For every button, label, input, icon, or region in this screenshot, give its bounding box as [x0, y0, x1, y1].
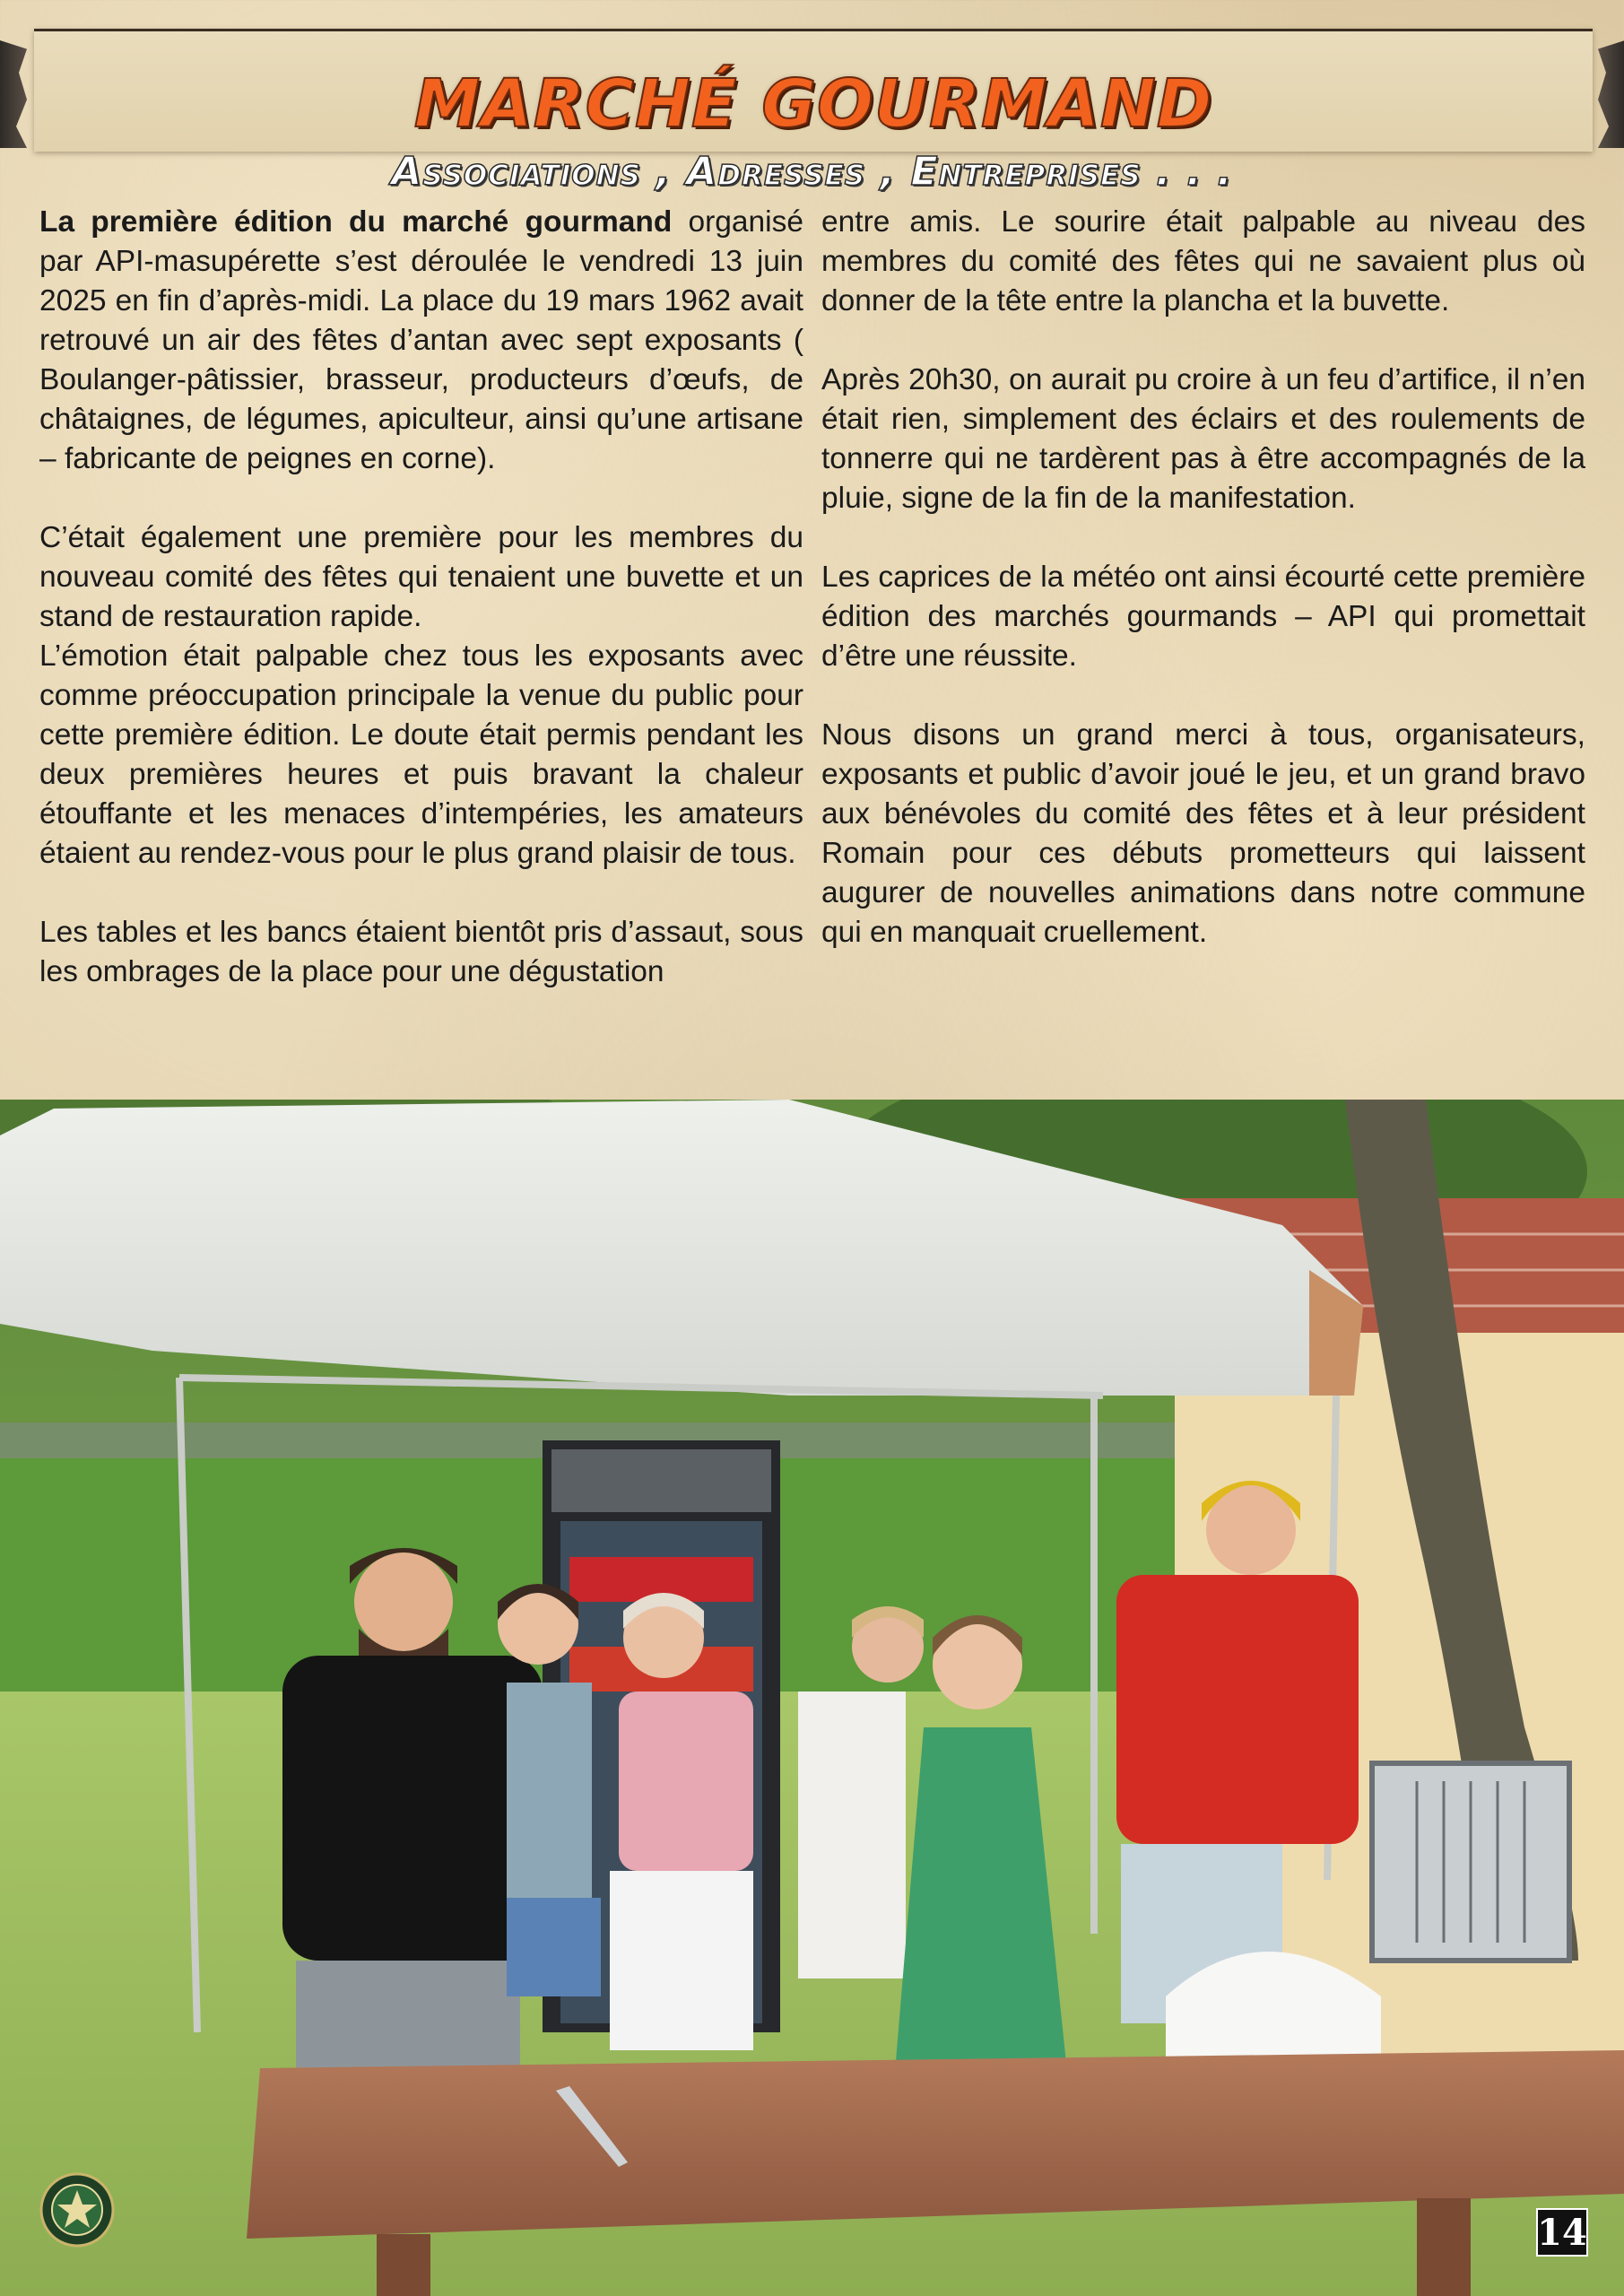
paragraph-tables-end: entre amis. Le sourire était palpable au niveau des membres du comité des fêtes qui ne savaient plus où donner de la tête entre la plancha et la buvette. — [821, 205, 1585, 317]
municipal-crest-icon — [38, 2170, 117, 2249]
article-columns — [39, 203, 1585, 1064]
title-banner — [34, 29, 1593, 152]
photo-illustration — [0, 1100, 1624, 2296]
lead-text: La première édition du marché gourmand — [39, 205, 673, 239]
torn-edge-right — [1598, 40, 1624, 148]
paragraph-intro — [39, 203, 803, 479]
paragraph-emotion: L’émotion était palpable chez tous les exposants avec comme préoccupation principale la venue du public pour cette première édition. Le doute était permis pendant les deux premières heures et puis bravant la chaleur étouffante et les menaces d’intempéries, les amateurs étaient au rendez-vous pour le plus grand plaisir de tous. — [39, 639, 803, 870]
paragraph-committee: C’était également une première pour les membres du nouveau comité des fêtes qui tenaient une buvette et un stand de restauration rapide. — [39, 521, 803, 633]
paragraph-tables-start: Les tables et les bancs étaient bientôt pris d’assaut, sous les ombrages de la place pour une dégustation — [39, 916, 803, 988]
event-photo — [0, 1100, 1624, 2296]
article-column-left — [39, 203, 803, 1064]
article-column-right — [821, 203, 1585, 1064]
section-subtitle: Associations , Adresses , Entreprises . . . — [391, 149, 1233, 195]
paragraph-caprices: Les caprices de la météo ont ainsi écourté cette première édition des marchés gourmands – API qui promettait d’être une réussite. — [821, 561, 1585, 673]
paragraph-thanks: Nous disons un grand merci à tous, organisateurs, exposants et public d’avoir joué le jeu, et un grand bravo aux bénévoles du comité des fêtes et à leur président Romain pour ces débuts prometteurs qui laissent augurer de nouvelles animations dans notre commune qui en manquait cruellement. — [821, 718, 1585, 949]
paragraph-weather: Après 20h30, on aurait pu croire à un feu d’artifice, il n’en était rien, simplement des éclairs et des roulements de tonnerre qui ne tardèrent pas à être accompagnés de la pluie, signe de la fin de la manifestation. — [821, 363, 1585, 515]
torn-edge-left — [0, 40, 27, 148]
page-number: 14 — [1536, 2208, 1588, 2257]
intro-text: organisé par API-masupérette s’est déroulée le vendredi 13 juin 2025 en fin d’après-midi. La place du 19 mars 1962 avait retrouvé un air des fêtes d’antan avec sept exposants ( Boulanger-pâtissier, brasseur, producteurs d’œufs, de châtaignes, de légumes, apiculteur, ainsi qu’une artisane – fabricante de peignes en corne). — [39, 205, 804, 475]
page-title: MARCHÉ GOURMAND — [413, 65, 1213, 143]
